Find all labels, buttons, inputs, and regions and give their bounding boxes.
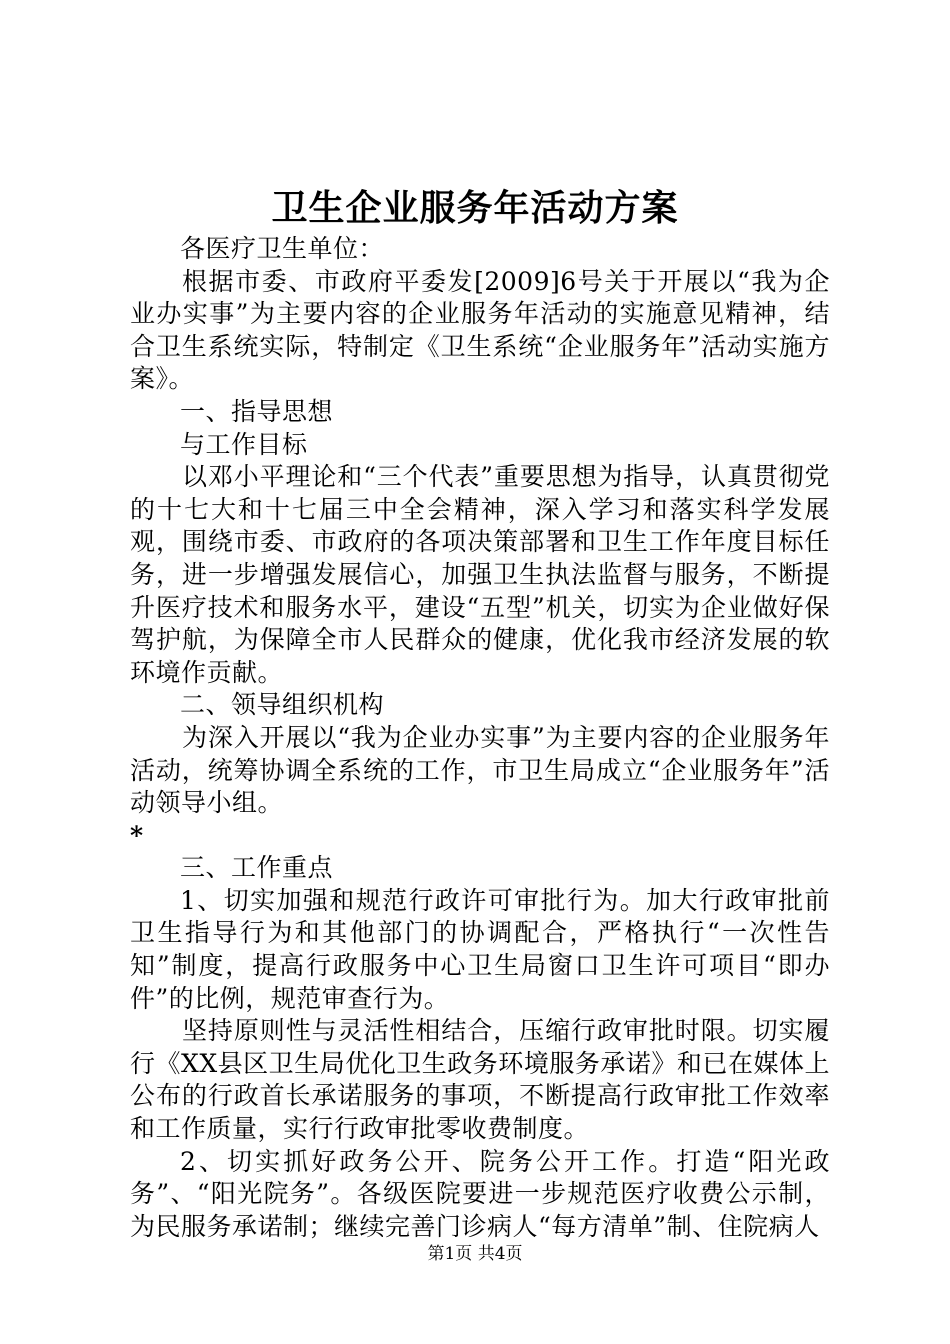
asterisk-marker: * bbox=[130, 820, 144, 850]
section-heading-1: 一、指导思想 bbox=[180, 396, 334, 426]
salutation: 各医疗卫生单位： bbox=[180, 234, 385, 263]
work-focus-item-1-continued: 坚持原则性与灵活性相结合，压缩行政审批时限。切实履行《XX县区卫生局优化卫生政务环境服务承诺》和已在媒体上公布的行政首长承诺服务的事项，不断提高行政审批工作效率和工作质量，实行行政审批零收费制度。 bbox=[130, 1016, 830, 1144]
section-heading-1-continued: 与工作目标 bbox=[180, 429, 308, 459]
document-title: 卫生企业服务年活动方案 bbox=[271, 187, 679, 229]
guiding-ideology-paragraph: 以邓小平理论和“三个代表”重要思想为指导，认真贯彻党的十七大和十七届三中全会精神，深入学习和落实科学发展观，围绕市委、市政府的各项决策部署和卫生工作年度目标任务，进一步增强发展信心，加强卫生执法监督与服务，不断提升医疗技术和服务水平，建设“五型”机关，切实为企业做好保驾护航，为保障全市人民群众的健康，优化我市经济发展的软环境作贡献。 bbox=[130, 462, 830, 687]
section-heading-2: 二、领导组织机构 bbox=[180, 690, 385, 720]
intro-paragraph: 根据市委、市政府平委发[2009]6号关于开展以“我为企业办实事”为主要内容的企业服务年活动的实施意见精神，结合卫生系统实际，特制定《卫生系统“企业服务年”活动实施方案》。 bbox=[130, 266, 830, 394]
work-focus-item-1: 1、切实加强和规范行政许可审批行为。加大行政审批前卫生指导行为和其他部门的协调配合，严格执行“一次性告知”制度，提高行政服务中心卫生局窗口卫生许可项目“即办件”的比例，规范审查行为。 bbox=[130, 885, 830, 1013]
document-body bbox=[130, 233, 830, 1243]
work-focus-item-2: 2、切实抓好政务公开、院务公开工作。打造“阳光政务”、“阳光院务”。各级医院要进一步规范医疗收费公示制，为民服务承诺制；继续完善门诊病人“每方清单”制、住院病人 bbox=[130, 1146, 830, 1241]
leadership-paragraph: 为深入开展以“我为企业办实事”为主要内容的企业服务年活动，统筹协调全系统的工作，市卫生局成立“企业服务年”活动领导小组。 bbox=[130, 722, 830, 818]
section-heading-3: 三、工作重点 bbox=[180, 853, 334, 883]
page-footer: 第1页 共4页 bbox=[427, 1244, 523, 1264]
